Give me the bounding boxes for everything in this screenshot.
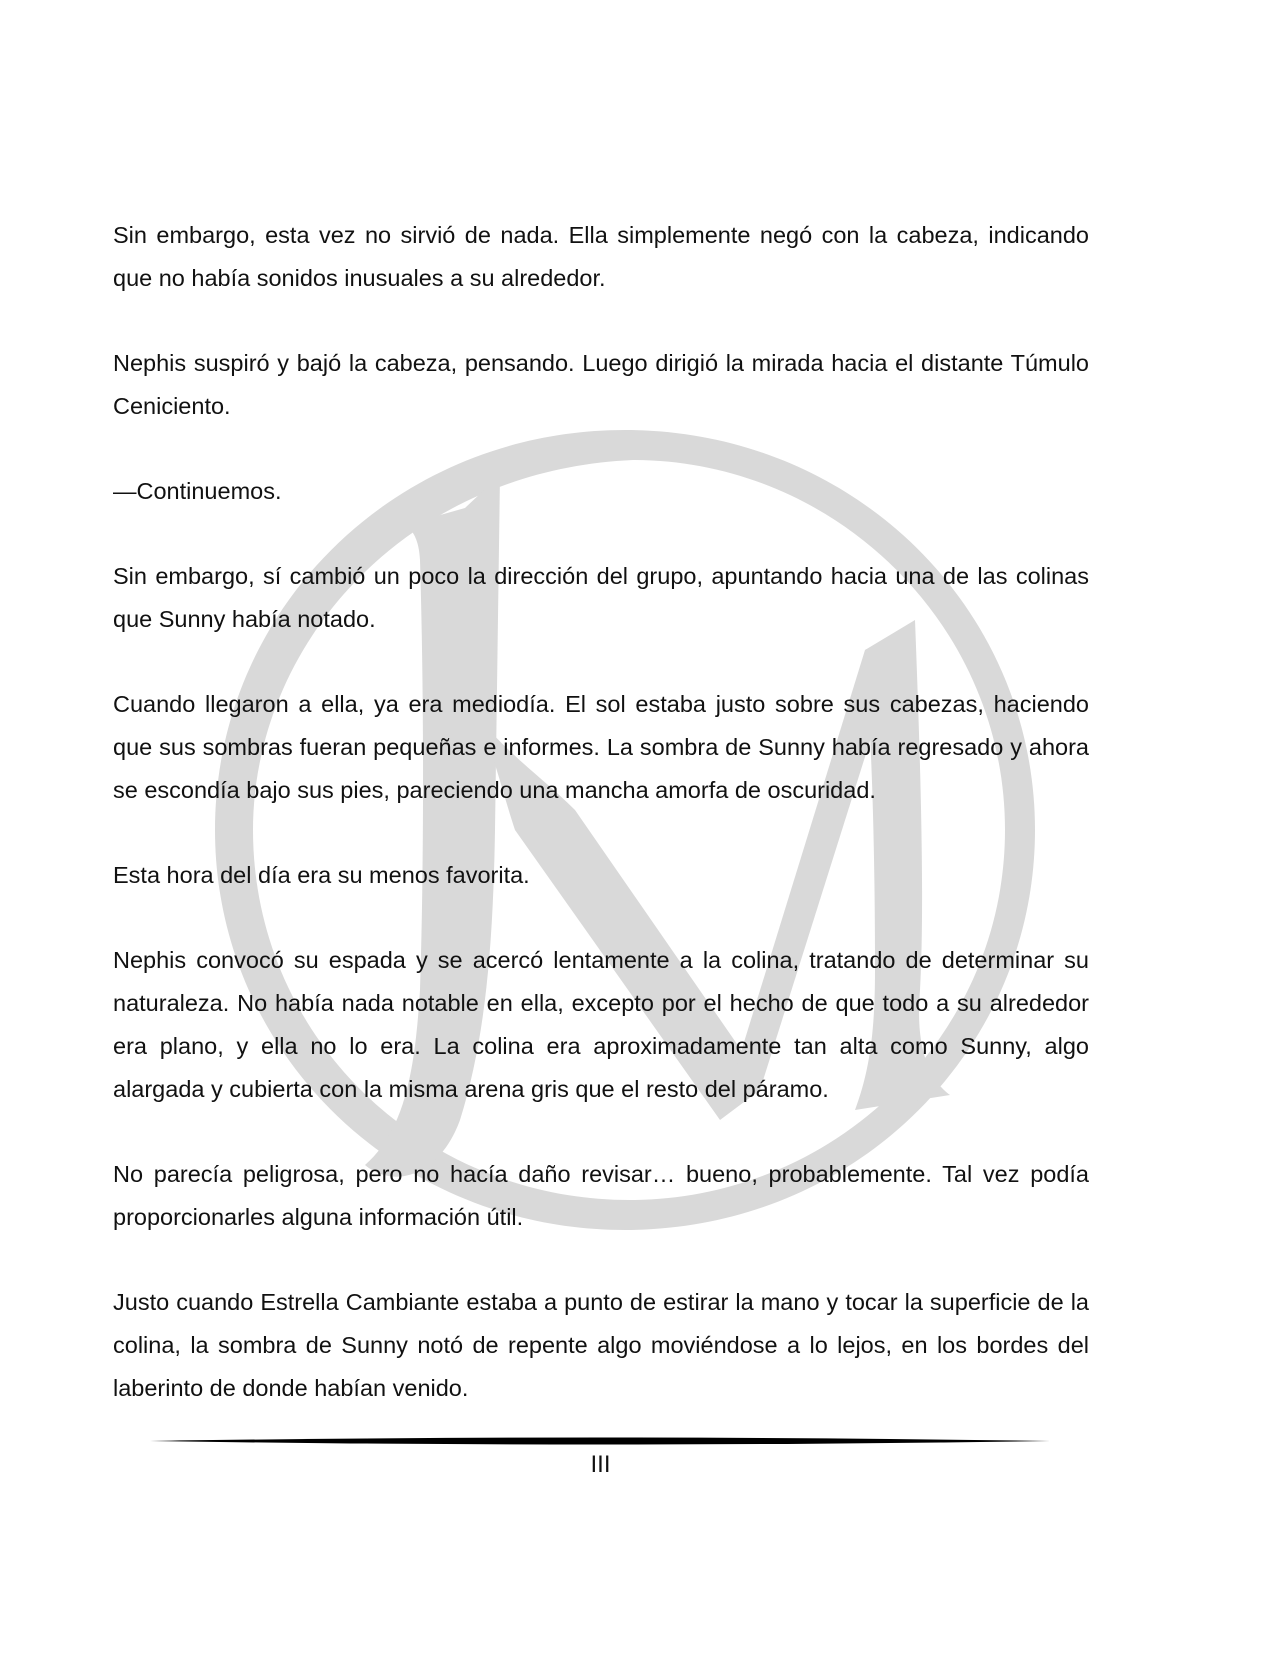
paragraph: —Continuemos.	[113, 478, 282, 504]
paragraph: Sin embargo, sí cambió un poco la dirección del grupo, apuntando hacia una de las colinas que Sunny había notado.	[113, 563, 1089, 632]
paragraph: Nephis suspiró y bajó la cabeza, pensando. Luego dirigió la mirada hacia el distante Túmulo Ceniciento.	[113, 350, 1089, 419]
paragraph: Cuando llegaron a ella, ya era mediodía. El sol estaba justo sobre sus cabezas, haciendo que sus sombras fueran pequeñas e informes. La sombra de Sunny había regresado y ahora se escondía bajo sus pies, pareciendo una mancha amorfa de oscuridad.	[113, 691, 1089, 803]
page-number: III	[590, 1451, 611, 1478]
page-content	[113, 214, 1089, 1452]
paragraph: No parecía peligrosa, pero no hacía daño revisar… bueno, probablemente. Tal vez podía proporcionarles alguna información útil.	[113, 1161, 1089, 1230]
paragraph: Nephis convocó su espada y se acercó lentamente a la colina, tratando de determinar su naturaleza. No había nada notable en ella, excepto por el hecho de que todo a su alrededor era plano, y ella no lo era. La colina era aproximadamente tan alta como Sunny, algo alargada y cubierta con la misma arena gris que el resto del páramo.	[113, 947, 1089, 1102]
paragraph: Justo cuando Estrella Cambiante estaba a punto de estirar la mano y tocar la superficie de la colina, la sombra de Sunny notó de repente algo moviéndose a lo lejos, en los bordes del laberinto de donde habían venido.	[113, 1289, 1089, 1401]
footer-divider	[150, 1435, 1050, 1447]
paragraph: Esta hora del día era su menos favorita.	[113, 862, 530, 888]
paragraph: Sin embargo, esta vez no sirvió de nada. Ella simplemente negó con la cabeza, indicando que no había sonidos inusuales a su alrededor.	[113, 222, 1089, 291]
